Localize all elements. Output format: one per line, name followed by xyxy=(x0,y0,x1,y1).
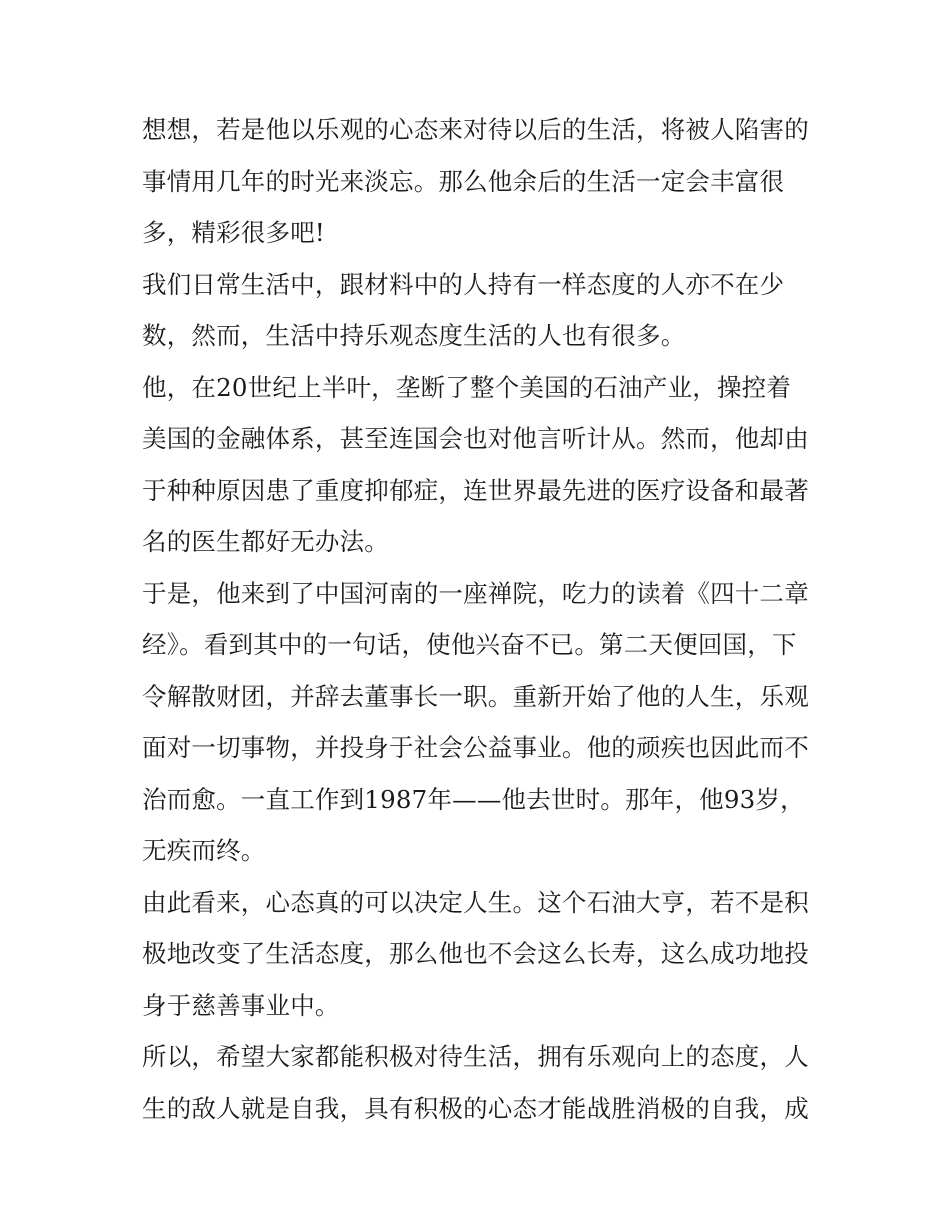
paragraph-6: 所以，希望大家都能积极对待生活，拥有乐观向上的态度，人生的敌人就是自我，具有积极的心态才能战胜消极的自我，成 xyxy=(142,1042,809,1123)
paragraph-5: 由此看来，心态真的可以决定人生。这个石油大亨，若不是积极地改变了生活态度，那么他也不会这么长寿，这么成功地投身于慈善事业中。 xyxy=(142,887,809,1020)
document-body xyxy=(142,104,814,1134)
paragraph-4: 于是，他来到了中国河南的一座禅院，吃力的读着《四十二章经》。看到其中的一句话，使他兴奋不已。第二天便回国，下令解散财团，并辞去董事长一职。重新开始了他的人生，乐观面对一切事物，并投身于社会公益事业。他的顽疾也因此而不治而愈。一直工作到1987年——他去世时。那年，他93岁，无疾而终。 xyxy=(142,578,809,865)
paragraph-1: 想想，若是他以乐观的心态来对待以后的生活，将被人陷害的事情用几年的时光来淡忘。那么他余后的生活一定会丰富很多，精彩很多吧! xyxy=(142,115,809,247)
paragraph-2: 我们日常生活中，跟材料中的人持有一样态度的人亦不在少数，然而，生活中持乐观态度生活的人也有很多。 xyxy=(142,269,785,350)
paragraph-3: 他，在20世纪上半叶，垄断了整个美国的石油产业，操控着美国的金融体系，甚至连国会也对他言听计从。然而，他却由于种种原因患了重度抑郁症，连世界最先进的医疗设备和最著名的医生都好无办法。 xyxy=(142,372,809,556)
